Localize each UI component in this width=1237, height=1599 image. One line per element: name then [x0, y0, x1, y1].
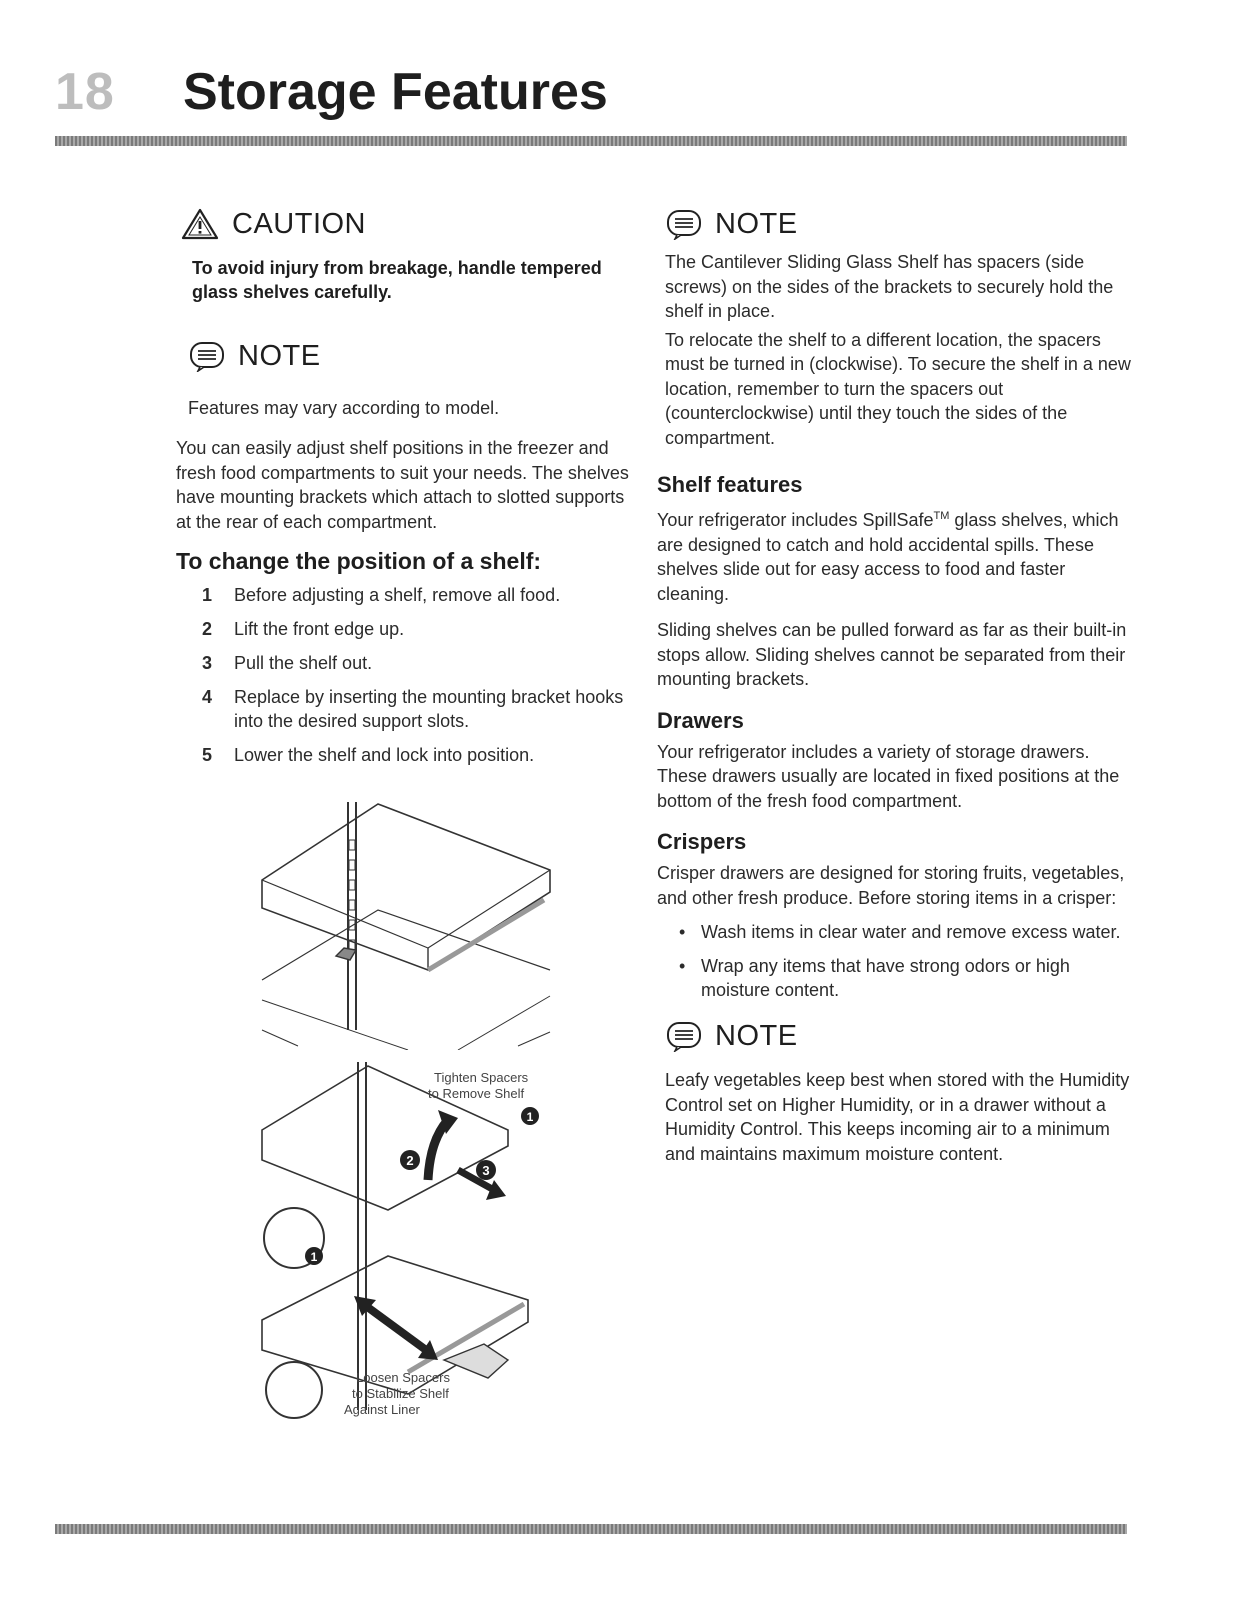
loosen-label-1: Loosen Spacers [356, 1370, 450, 1385]
warning-triangle-icon [180, 207, 220, 241]
note-box-leafy [665, 1012, 1135, 1166]
page-number: 18 [55, 63, 115, 121]
note-text: Features may vary according to model. [188, 398, 500, 418]
note-title: NOTE [715, 1019, 798, 1052]
note-title: NOTE [238, 339, 321, 372]
right-column [657, 200, 1135, 1166]
step-item: 4 Replace by inserting the mounting bracket hooks into the desired support slots. [202, 687, 624, 731]
crispers-section [657, 829, 1135, 1002]
drawers-paragraph: Your refrigerator includes a variety of storage drawers. These drawers usually are located in fixed positions at the bottom of the fresh food compartment. [657, 741, 1120, 811]
tighten-label-2: to Remove Shelf [428, 1086, 525, 1101]
note-box-cantilever [665, 200, 1135, 450]
marker-1-top: 1 [526, 1110, 534, 1124]
caution-text: To avoid injury from breakage, handle tempered glass shelves carefully. [192, 258, 602, 302]
crispers-heading: Crispers [657, 829, 747, 854]
list-item: • Wrap any items that have strong odors or high moisture content. [657, 954, 1135, 1002]
list-item: • Wash items in clear water and remove excess water. [657, 920, 1135, 944]
marker-1-left: 1 [310, 1250, 318, 1264]
caution-box [180, 200, 630, 304]
note-paragraph-2: To relocate the shelf to a different location, the spacers must be turned in (clockwise). To secure the shelf in a new location, remember to turn the spacers out (counterclockwise) until they touch the sides of the compartment. [665, 329, 1131, 448]
loosen-label-2: to Stabilize Shelf [352, 1386, 449, 1401]
drawers-heading: Drawers [657, 707, 744, 733]
step-item: 5 Lower the shelf and lock into position. [202, 745, 535, 765]
tighten-label-1: Tighten Spacers [434, 1070, 529, 1085]
shelf-features-heading: Shelf features [657, 472, 803, 497]
step-item: 3 Pull the shelf out. [202, 653, 373, 673]
steps-list [180, 583, 630, 767]
caution-title: CAUTION [232, 207, 366, 240]
shelf-features-paragraph-2: Sliding shelves can be pulled forward as far as their built-in stops allow. Sliding shelves cannot be separated from their mounting brackets. [657, 620, 1127, 689]
spacer-illustration [258, 1060, 554, 1420]
drawers-section [657, 708, 1135, 814]
step-item: 2 Lift the front edge up. [202, 619, 405, 639]
note-icon [665, 1020, 703, 1052]
footer-rule [55, 1524, 1127, 1534]
note-paragraph-1: The Cantilever Sliding Glass Shelf has spacers (side screws) on the sides of the brackets to securely hold the shelf in place. [665, 252, 1114, 321]
note-title: NOTE [715, 207, 798, 240]
page-title: Storage Features [183, 63, 608, 121]
crispers-paragraph: Crisper drawers are designed for storing fruits, vegetables, and other fresh produce. Before storing items in a crisper: [657, 863, 1125, 908]
step-item: 1 Before adjusting a shelf, remove all food. [202, 585, 561, 605]
note-icon [188, 340, 226, 372]
left-column [176, 200, 630, 777]
shelf-features-paragraph-1: Your refrigerator includes SpillSafe™ glass shelves, which are designed to catch and hold accidental spills. These shelves slide out for easy access to food and faster cleaning. [657, 510, 1119, 604]
note-box [188, 332, 630, 420]
shelf-illustration [258, 800, 554, 1050]
intro-paragraph: You can easily adjust shelf positions in the freezer and fresh food compartments to suit your needs. The shelves have mounting brackets which attach to slotted supports at the rear of each compartment. [176, 438, 629, 532]
marker-2: 2 [406, 1153, 414, 1168]
crispers-bullet-list [657, 920, 1135, 1002]
shelf-features-section [657, 472, 1135, 692]
header-rule [55, 136, 1127, 146]
steps-heading: To change the position of a shelf: [176, 548, 542, 574]
marker-3: 3 [482, 1163, 490, 1178]
note2-paragraph: Leafy vegetables keep best when stored with the Humidity Control set on Higher Humidity, or in a drawer without a Humidity Control. This keeps incoming air to a minimum and maintains maximum moisture content. [665, 1070, 1130, 1164]
note-icon [665, 208, 703, 240]
loosen-label-3: Against Liner [344, 1402, 420, 1417]
